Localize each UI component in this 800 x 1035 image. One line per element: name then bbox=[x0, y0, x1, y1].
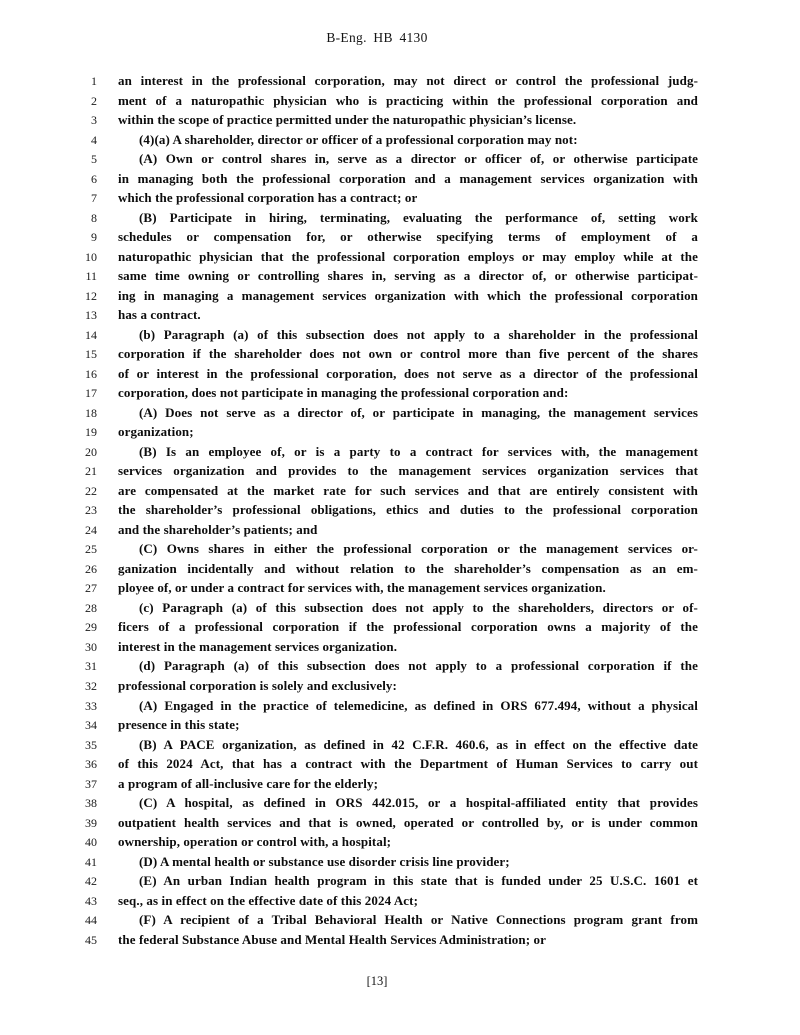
line-number: 33 bbox=[85, 698, 97, 713]
line-number: 25 bbox=[85, 542, 97, 557]
line-text: ing in managing a management services organization with which the professional corporation bbox=[118, 287, 698, 303]
line-text: organization; bbox=[118, 424, 194, 440]
line-text: (B) Is an employee of, or is a party to a contract for services with, the management bbox=[139, 443, 698, 459]
line-number: 43 bbox=[85, 893, 97, 908]
line-number: 30 bbox=[85, 639, 97, 654]
line-number: 4 bbox=[91, 132, 97, 147]
line-text: are compensated at the market rate for such services and that are entirely consistent with bbox=[118, 482, 698, 498]
line-text: professional corporation is solely and exclusively: bbox=[118, 677, 397, 693]
line-number: 24 bbox=[85, 522, 97, 537]
line-text: (C) A hospital, as defined in ORS 442.015, or a hospital-affiliated entity that provides bbox=[139, 795, 698, 811]
line-text: the federal Substance Abuse and Mental Health Services Administration; or bbox=[118, 931, 546, 947]
line-number: 11 bbox=[85, 269, 97, 284]
text-line bbox=[0, 227, 800, 247]
text-line bbox=[0, 578, 800, 598]
text-line bbox=[0, 71, 800, 91]
line-text: (4)(a) A shareholder, director or officer of a professional corporation may not: bbox=[139, 131, 578, 147]
text-line bbox=[0, 539, 800, 559]
line-text: interest in the management services organization. bbox=[118, 638, 398, 654]
line-number: 44 bbox=[85, 913, 97, 928]
text-line bbox=[0, 305, 800, 325]
line-text: the shareholder’s professional obligations, ethics and duties to the professional corporation bbox=[118, 502, 698, 518]
text-line bbox=[0, 266, 800, 286]
line-text: ment of a naturopathic physician who is practicing within the professional corporation and bbox=[118, 92, 698, 108]
line-number: 12 bbox=[85, 288, 97, 303]
text-line bbox=[0, 91, 800, 111]
line-number: 14 bbox=[85, 327, 97, 342]
line-text: which the professional corporation has a contract; or bbox=[118, 190, 418, 206]
line-text: of this 2024 Act, that has a contract with the Department of Human Services to carry out bbox=[118, 756, 698, 772]
text-line bbox=[0, 910, 800, 930]
line-number: 16 bbox=[85, 366, 97, 381]
text-line bbox=[0, 774, 800, 794]
text-line bbox=[0, 130, 800, 150]
line-number: 21 bbox=[85, 464, 97, 479]
text-line bbox=[0, 813, 800, 833]
text-line bbox=[0, 696, 800, 716]
line-number: 18 bbox=[85, 405, 97, 420]
text-line bbox=[0, 247, 800, 267]
line-number: 29 bbox=[85, 620, 97, 635]
line-text: (d) Paragraph (a) of this subsection does not apply to a professional corporation if the bbox=[139, 658, 698, 674]
line-number: 45 bbox=[85, 932, 97, 947]
line-text: (B) A PACE organization, as defined in 42 C.F.R. 460.6, as in effect on the effective date bbox=[139, 736, 698, 752]
line-number: 6 bbox=[91, 171, 97, 186]
line-text: (b) Paragraph (a) of this subsection does not apply to a shareholder in the professional bbox=[139, 326, 698, 342]
text-line bbox=[0, 286, 800, 306]
text-line bbox=[0, 598, 800, 618]
line-text: ownership, operation or control with, a hospital; bbox=[118, 834, 392, 850]
line-number: 28 bbox=[85, 600, 97, 615]
line-text: (A) Own or control shares in, serve as a director or officer of, or otherwise participate bbox=[139, 151, 698, 167]
text-line bbox=[0, 500, 800, 520]
line-number: 37 bbox=[85, 776, 97, 791]
line-text: (E) An urban Indian health program in this state that is funded under 25 U.S.C. 1601 et bbox=[139, 873, 698, 889]
line-text: within the scope of practice permitted under the naturopathic physician’s license. bbox=[118, 112, 577, 128]
line-number: 35 bbox=[85, 737, 97, 752]
line-text: (A) Engaged in the practice of telemedicine, as defined in ORS 677.494, without a physical bbox=[139, 697, 698, 713]
line-text: (B) Participate in hiring, terminating, evaluating the performance of, setting work bbox=[139, 209, 698, 225]
text-line bbox=[0, 403, 800, 423]
line-text: services organization and provides to the management services organization services that bbox=[118, 463, 698, 479]
text-line bbox=[0, 871, 800, 891]
line-number: 39 bbox=[85, 815, 97, 830]
line-text: corporation, does not participate in managing the professional corporation and: bbox=[118, 385, 569, 401]
line-number: 13 bbox=[85, 308, 97, 323]
line-text: has a contract. bbox=[118, 307, 201, 323]
line-number: 38 bbox=[85, 796, 97, 811]
line-number: 27 bbox=[85, 581, 97, 596]
line-text: outpatient health services and that is owned, operated or controlled by, or is under common bbox=[118, 814, 698, 830]
line-number: 22 bbox=[85, 483, 97, 498]
text-line bbox=[0, 325, 800, 345]
text-line bbox=[0, 383, 800, 403]
line-text: (D) A mental health or substance use disorder crisis line provider; bbox=[139, 853, 510, 869]
text-line bbox=[0, 442, 800, 462]
line-text: a program of all-inclusive care for the elderly; bbox=[118, 775, 379, 791]
line-number: 42 bbox=[85, 874, 97, 889]
line-number: 19 bbox=[85, 425, 97, 440]
line-text: seq., as in effect on the effective date of this 2024 Act; bbox=[118, 892, 419, 908]
line-text: (F) A recipient of a Tribal Behavioral Health or Native Connections program grant from bbox=[139, 912, 698, 928]
line-number: 15 bbox=[85, 347, 97, 362]
line-text: ficers of a professional corporation if the professional corporation owns a majority of the bbox=[118, 619, 698, 635]
line-text: ployee of, or under a contract for services with, the management services organization. bbox=[118, 580, 606, 596]
text-line bbox=[0, 793, 800, 813]
line-number: 20 bbox=[85, 444, 97, 459]
text-line bbox=[0, 891, 800, 911]
page-header: B-Eng. HB 4130 bbox=[326, 30, 428, 45]
line-number: 3 bbox=[91, 113, 97, 128]
line-text: of or interest in the professional corporation, does not serve as a director of the professional bbox=[118, 365, 698, 381]
text-line bbox=[0, 656, 800, 676]
line-number: 1 bbox=[91, 74, 97, 88]
page-number: [13] bbox=[366, 974, 388, 988]
text-line bbox=[0, 461, 800, 481]
text-line bbox=[0, 735, 800, 755]
line-number: 32 bbox=[85, 678, 97, 693]
text-line bbox=[0, 832, 800, 852]
line-text: presence in this state; bbox=[118, 717, 240, 733]
text-line bbox=[0, 676, 800, 696]
line-text: ganization incidentally and without relation to the shareholder’s compensation as an em- bbox=[118, 560, 698, 576]
text-line bbox=[0, 169, 800, 189]
line-text: (c) Paragraph (a) of this subsection does not apply to the shareholders, directors or of- bbox=[139, 599, 698, 615]
line-text: in managing both the professional corporation and a management services organization with bbox=[118, 170, 698, 186]
line-number: 36 bbox=[85, 757, 97, 772]
line-number: 5 bbox=[91, 152, 97, 167]
line-number: 9 bbox=[91, 230, 97, 245]
text-line bbox=[0, 852, 800, 872]
line-number: 26 bbox=[85, 561, 97, 576]
line-text: and the shareholder’s patients; and bbox=[118, 521, 318, 537]
line-number: 7 bbox=[91, 191, 97, 206]
line-text: corporation if the shareholder does not own or control more than five percent of the shares bbox=[118, 346, 698, 362]
text-line bbox=[0, 930, 800, 950]
text-line bbox=[0, 208, 800, 228]
bill-text-body bbox=[0, 71, 800, 949]
text-line bbox=[0, 637, 800, 657]
text-line bbox=[0, 617, 800, 637]
line-number: 41 bbox=[85, 854, 97, 869]
text-line bbox=[0, 715, 800, 735]
text-line bbox=[0, 754, 800, 774]
line-number: 8 bbox=[91, 210, 97, 225]
text-line bbox=[0, 481, 800, 501]
line-number: 23 bbox=[85, 503, 97, 518]
text-line bbox=[0, 188, 800, 208]
text-line bbox=[0, 344, 800, 364]
line-text: schedules or compensation for, or otherwise specifying terms of employment of a bbox=[118, 229, 698, 245]
line-text: (C) Owns shares in either the professional corporation or the management services or- bbox=[139, 541, 698, 557]
line-text: same time owning or controlling shares in, serving as a director of, or otherwise participat- bbox=[118, 268, 698, 284]
line-number: 40 bbox=[85, 835, 97, 850]
text-line bbox=[0, 520, 800, 540]
line-text: an interest in the professional corporation, may not direct or control the professional judg- bbox=[118, 73, 698, 88]
line-number: 31 bbox=[85, 659, 97, 674]
line-number: 17 bbox=[85, 386, 97, 401]
text-line bbox=[0, 364, 800, 384]
text-line bbox=[0, 559, 800, 579]
line-text: naturopathic physician that the professional corporation employs or may employ while at the bbox=[118, 248, 698, 264]
text-line bbox=[0, 110, 800, 130]
line-number: 10 bbox=[85, 249, 97, 264]
line-number: 2 bbox=[91, 93, 97, 108]
text-line bbox=[0, 149, 800, 169]
text-line bbox=[0, 422, 800, 442]
line-text: (A) Does not serve as a director of, or participate in managing, the management services bbox=[139, 404, 698, 420]
line-number: 34 bbox=[85, 718, 97, 733]
